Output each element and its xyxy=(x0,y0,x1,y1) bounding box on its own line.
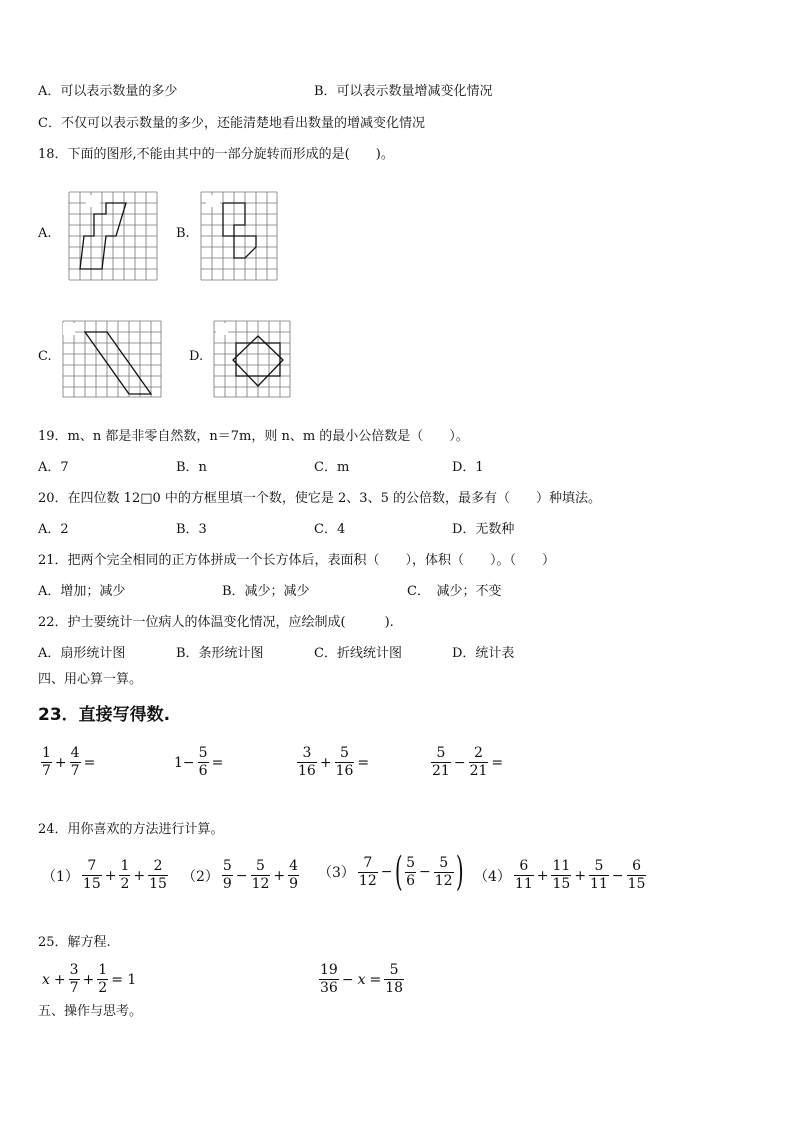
fraction xyxy=(405,855,416,890)
q18-label-c: C. xyxy=(38,349,52,364)
denominator: 9 xyxy=(222,876,232,892)
equals-sign: = xyxy=(83,754,96,771)
q18-label-d: D. xyxy=(189,349,204,364)
q22-option-b: B．条形统计图 xyxy=(176,646,264,661)
fraction xyxy=(82,858,102,893)
q22-option-d: D．统计表 xyxy=(452,646,515,661)
fraction xyxy=(358,855,378,890)
q19-option-b: B．n xyxy=(176,460,207,475)
q20-option-c: C．4 xyxy=(314,522,346,537)
denominator: 7 xyxy=(42,763,51,779)
numerator: 5 xyxy=(251,858,271,876)
q21-option-c: C． 减少；不变 xyxy=(407,584,502,599)
q18-label-a: A. xyxy=(38,226,52,241)
left-paren: ( xyxy=(395,849,404,895)
q25-equation-1 xyxy=(40,962,138,997)
q25-stem: 25．解方程. xyxy=(38,935,111,950)
variable-x: x xyxy=(357,971,366,988)
denominator: 6 xyxy=(198,763,208,779)
denominator: 11 xyxy=(514,876,533,892)
q20-stem: 20．在四位数 12□0 中的方框里填一个数，使它是 2、3、5 的公倍数，最多有（ ）种填法。 xyxy=(38,491,601,506)
numerator: 3 xyxy=(297,745,317,763)
q21-stem: 21．把两个完全相同的正方体拼成一个长方体后，表面积（ ），体积（ ）。（ ） xyxy=(38,553,556,568)
fraction xyxy=(148,858,168,893)
numerator: 5 xyxy=(406,854,416,871)
q24-expr-2 xyxy=(180,858,300,893)
denominator: 16 xyxy=(335,763,354,779)
fraction xyxy=(335,745,355,780)
numerator: 4 xyxy=(70,745,80,761)
q24-stem: 24．用你喜欢的方法进行计算。 xyxy=(38,822,224,837)
fraction xyxy=(431,745,451,780)
fraction xyxy=(514,858,534,893)
operator: + xyxy=(319,754,332,771)
denominator: 9 xyxy=(289,876,299,892)
denominator: 18 xyxy=(385,980,404,996)
fraction xyxy=(41,745,52,780)
q17-option-c: C．不仅可以表示数量的多少，还能清楚地看出数量的增减变化情况 xyxy=(38,116,425,131)
denominator: 2 xyxy=(120,876,130,892)
fraction xyxy=(384,962,404,997)
q20-option-a: A．2 xyxy=(38,522,69,537)
operator: + xyxy=(54,754,67,771)
q23-item-4 xyxy=(430,745,505,780)
q20-option-b: B．3 xyxy=(176,522,207,537)
section-5-heading: 五、操作与思考。 xyxy=(38,1004,143,1019)
numerator: 19 xyxy=(320,962,338,978)
numerator: 11 xyxy=(552,858,571,874)
q18-stem: 18．下面的图形,不能由其中的一部分旋转而形成的是( )。 xyxy=(38,147,394,162)
denominator: 15 xyxy=(149,876,167,892)
denominator: 2 xyxy=(98,980,108,996)
q17-option-b: B．可以表示数量增减变化情况 xyxy=(314,84,493,99)
item-label: （2） xyxy=(182,868,219,885)
denominator: 12 xyxy=(251,876,270,892)
q19-stem: 19．m、n 都是非零自然数，n＝7m，则 n、m 的最小公倍数是（ ）。 xyxy=(38,429,469,444)
denominator: 21 xyxy=(432,763,450,779)
item-label: （4） xyxy=(474,868,511,885)
equals-sign: = xyxy=(369,971,382,988)
numerator: 5 xyxy=(222,858,232,874)
numerator: 7 xyxy=(358,855,378,873)
q19-option-c: C．m xyxy=(314,460,350,475)
denominator: 16 xyxy=(298,763,316,779)
numerator: 5 xyxy=(335,745,355,763)
fraction xyxy=(434,855,454,890)
fraction xyxy=(119,858,130,893)
q18-figure-a xyxy=(68,191,158,281)
fraction xyxy=(469,745,489,780)
numerator: 1 xyxy=(98,962,108,978)
q24-expr-1 xyxy=(40,858,169,893)
fraction xyxy=(198,745,209,780)
operator: + xyxy=(53,971,66,988)
operator: − xyxy=(380,864,393,880)
q22-option-c: C．折线统计图 xyxy=(314,646,402,661)
denominator: 21 xyxy=(469,763,488,779)
fraction xyxy=(288,858,299,893)
q25-equation-2 xyxy=(318,962,405,997)
fraction xyxy=(627,858,647,893)
item-label: （1） xyxy=(42,868,79,885)
variable-x: x xyxy=(42,971,50,988)
denominator: 11 xyxy=(590,876,608,892)
numerator: 5 xyxy=(198,745,208,761)
denominator: 15 xyxy=(627,876,646,892)
q23-item-1 xyxy=(40,745,97,780)
denominator: 36 xyxy=(320,980,338,996)
q23-item-2 xyxy=(172,745,225,780)
q17-option-a: A．可以表示数量的多少 xyxy=(38,84,178,99)
numerator: 5 xyxy=(434,855,454,873)
q20-option-d: D．无数种 xyxy=(452,522,515,537)
denominator: 6 xyxy=(406,872,416,889)
item-label: （3） xyxy=(318,865,355,881)
q18-figure-d xyxy=(213,320,291,398)
section-4-heading: 四、用心算一算。 xyxy=(38,672,143,687)
fraction xyxy=(319,962,339,997)
denominator: 7 xyxy=(70,763,80,779)
numerator: 7 xyxy=(82,858,102,876)
operator: − xyxy=(235,867,248,884)
fraction xyxy=(70,745,81,780)
fraction xyxy=(551,858,571,893)
denominator: 7 xyxy=(69,980,79,996)
operator: − xyxy=(611,867,624,884)
operator: − xyxy=(419,864,431,880)
denominator: 12 xyxy=(358,872,377,889)
numerator: 6 xyxy=(627,858,647,876)
q21-option-b: B．减少；减少 xyxy=(222,584,310,599)
fraction xyxy=(297,745,317,780)
operator: + xyxy=(574,867,587,884)
q18-figure-c xyxy=(62,320,162,398)
fraction xyxy=(251,858,271,893)
q23-title: 23．直接写得数. xyxy=(38,705,171,725)
operator: + xyxy=(273,867,286,884)
operator: − xyxy=(341,971,354,988)
numerator: 2 xyxy=(469,745,489,763)
fraction xyxy=(222,858,233,893)
operator: + xyxy=(104,867,117,884)
fraction xyxy=(97,962,108,997)
denominator: 12 xyxy=(434,872,453,889)
right-paren: ) xyxy=(455,849,464,895)
q22-stem: 22．护士要统计一位病人的体温变化情况，应绘制成( ). xyxy=(38,615,394,630)
q22-option-a: A．扇形统计图 xyxy=(38,646,126,661)
q24-expr-3 xyxy=(316,849,464,895)
operator: − xyxy=(453,754,466,771)
numerator: 6 xyxy=(514,858,534,876)
q24-expr-4 xyxy=(472,858,647,893)
right-hand-side: = 1 xyxy=(111,971,137,988)
numerator: 3 xyxy=(69,962,79,978)
q19-option-a: A．7 xyxy=(38,460,69,475)
operator: + xyxy=(536,867,549,884)
q19-option-d: D．1 xyxy=(452,460,484,475)
equals-sign: = xyxy=(211,754,224,771)
numerator: 5 xyxy=(384,962,404,980)
q18-label-b: B. xyxy=(176,226,190,241)
numerator: 5 xyxy=(431,745,451,763)
numerator: 4 xyxy=(289,858,299,874)
q18-figure-b xyxy=(200,191,278,281)
denominator: 15 xyxy=(82,876,101,892)
operand: 1− xyxy=(174,754,195,771)
equals-sign: = xyxy=(491,754,504,771)
fraction xyxy=(69,962,80,997)
operator: + xyxy=(82,971,95,988)
q23-item-3 xyxy=(296,745,371,780)
numerator: 1 xyxy=(42,745,51,761)
numerator: 1 xyxy=(120,858,130,874)
numerator: 2 xyxy=(148,858,168,876)
operator: + xyxy=(133,867,146,884)
q21-option-a: A．增加；减少 xyxy=(38,584,126,599)
fraction xyxy=(589,858,609,893)
denominator: 15 xyxy=(552,876,571,892)
equals-sign: = xyxy=(357,754,370,771)
numerator: 5 xyxy=(589,858,609,876)
